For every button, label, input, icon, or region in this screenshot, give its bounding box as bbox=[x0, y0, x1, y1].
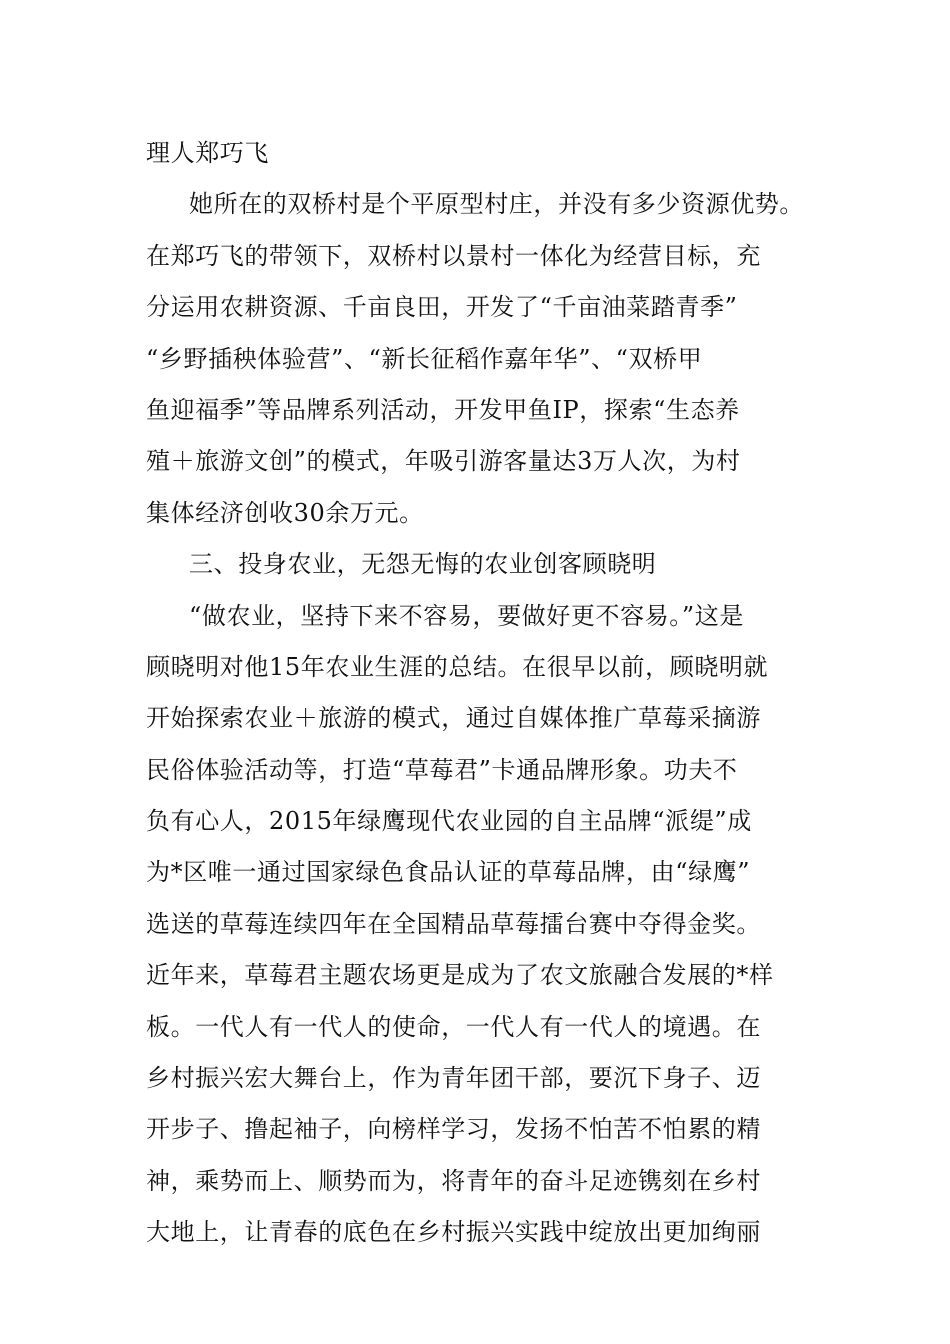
text-line: 理人郑巧飞 bbox=[146, 139, 269, 167]
text-line: 近年来，草莓君主题农场更是成为了农文旅融合发展的*样 bbox=[146, 961, 774, 990]
text-line: 顾晓明对他15年农业生涯的总结。在很早以前，顾晓明就 bbox=[146, 652, 769, 681]
text-line: 集体经济创收30余万元。 bbox=[146, 498, 424, 527]
text-line: 选送的草莓连续四年在全国精品草莓擂台赛中夺得金奖。 bbox=[146, 909, 761, 938]
paragraph-first-line: “做农业，坚持下来不容易，要做好更不容易。”这是 bbox=[189, 601, 744, 630]
paragraph-first-line: 她所在的双桥村是个平原型村庄，并没有多少资源优势。 bbox=[189, 190, 804, 219]
text-line: 大地上，让青春的底色在乡村振兴实践中绽放出更加绚丽 bbox=[146, 1218, 761, 1247]
text-line: 鱼迎福季”等品牌系列活动，开发甲鱼IP，探索“生态养 bbox=[146, 395, 740, 424]
text-line: 殖＋旅游文创”的模式，年吸引游客量达3万人次，为村 bbox=[146, 447, 741, 476]
text-line: 负有心人，2015年绿鹰现代农业园的自主品牌“派缇”成 bbox=[146, 807, 752, 836]
text-line: 乡村振兴宏大舞台上，作为青年团干部，要沉下身子、迈 bbox=[146, 1064, 761, 1093]
text-line: 开始探索农业＋旅游的模式，通过自媒体推广草莓采摘游 bbox=[146, 704, 761, 733]
text-line: 神，乘势而上、顺势而为，将青年的奋斗足迹镌刻在乡村 bbox=[146, 1166, 761, 1195]
text-line: 为*区唯一通过国家绿色食品认证的草莓品牌，由“绿鹰” bbox=[146, 858, 751, 887]
text-line: 分运用农耕资源、千亩良田，开发了“千亩油菜踏青季” bbox=[146, 293, 738, 322]
text-line: 开步子、撸起袖子，向榜样学习，发扬不怕苦不怕累的精 bbox=[146, 1115, 761, 1144]
text-line: 在郑巧飞的带领下，双桥村以景村一体化为经营目标，充 bbox=[146, 241, 761, 270]
text-line: 民俗体验活动等，打造“草莓君”卡通品牌形象。功夫不 bbox=[146, 755, 738, 784]
text-line: “乡野插秧体验营”、“新长征稻作嘉年华”、“双桥甲 bbox=[146, 344, 703, 373]
section-heading: 三、投身农业，无怨无悔的农业创客顾晓明 bbox=[189, 550, 657, 579]
text-line: 板。一代人有一代人的使命，一代人有一代人的境遇。在 bbox=[146, 1012, 761, 1041]
body-text bbox=[146, 128, 810, 1259]
